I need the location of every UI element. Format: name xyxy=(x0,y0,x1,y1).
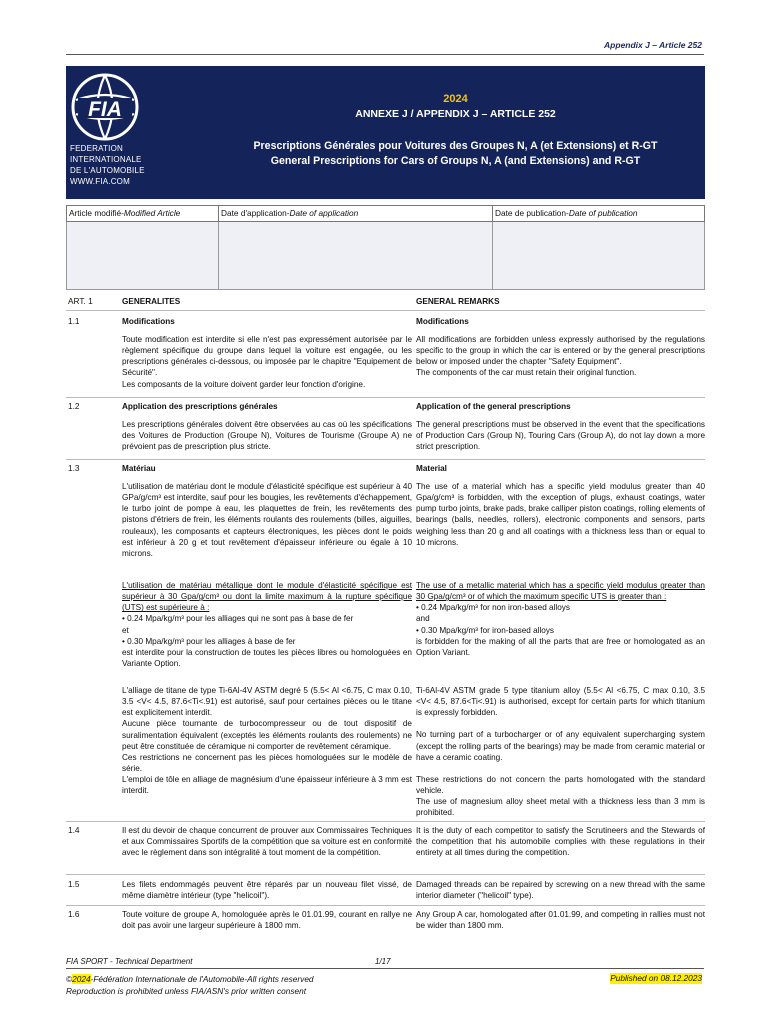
divider xyxy=(66,397,705,398)
section-number: 1.2 xyxy=(68,401,80,411)
divider xyxy=(66,310,705,311)
copyright-text: -Fédération Internationale de l'Automobile-All rights reserved xyxy=(90,974,314,984)
header-text: Date d'application xyxy=(221,208,287,218)
material-paragraph-en: The use of a material which has a specific yield modulus greater than 40 Gpa/g/cm³ is forbidden, with the exception of plugs, exhaust coatings, water pump turbo joints, brake pads, brake calliper piston coatings, rolling elements of bearings (balls, needles, rollers), electronic components and sensors, parts weighing less than 20 g and all coatings with a thickness less than or equal to 10 microns. xyxy=(416,482,705,547)
banner-year: 2024 xyxy=(443,93,468,105)
section-text-fr: Il est du devoir de chaque concurrent de prouver aux Commissaires Techniques et aux Commissaires Sportifs de la compétition que sa voiture est en conformité avec le règlement dans son intégralité à tout moment de la compétition. xyxy=(122,826,412,858)
paragraph: All modifications are forbidden unless expressly authorised by the regulations specific to the group in which the car is entered or by the general prescriptions below or imposed under the chapter "Safety Equipment". xyxy=(416,335,705,367)
section-number: 1.3 xyxy=(68,463,80,473)
section-heading-en: Material xyxy=(416,464,447,473)
copyright-year: 2024 xyxy=(72,974,91,984)
footer-rule xyxy=(66,968,704,969)
metallic-material-en xyxy=(416,580,705,658)
section-heading-fr: Application des prescriptions générales xyxy=(122,402,278,411)
svg-text:FIA: FIA xyxy=(88,98,122,121)
section-number: 1.5 xyxy=(68,879,80,889)
section-text-en: Any Group A car, homologated after 01.01.99, and competing in rallies must not be wider than 1800 mm. xyxy=(416,910,705,931)
page-number: 1/17 xyxy=(375,957,391,966)
paragraph: Toute modification est interdite si elle n'est pas expressément autorisée par le règlement spécifique du groupe dans lequel la voiture est engagée, ou les prescriptions générales ci-dessous, ou imposée par le chapitre "Equipement de Sécurité". xyxy=(122,335,412,378)
section-text-en: Damaged threads can be repaired by screwing on a new thread with the same interior diameter ("helicoil" type). xyxy=(416,880,705,901)
modification-table-row xyxy=(67,222,705,290)
document-reference: Appendix J – Article 252 xyxy=(604,40,702,50)
section-number: 1.4 xyxy=(68,825,80,835)
bullet-item: • 0.30 Mpa/kg/m³ pour les alliages à base de fer xyxy=(122,636,296,646)
paragraph: Ces restrictions ne concernent pas les pièces homologuées sur le modèle de série. xyxy=(122,752,412,774)
paragraph: These restrictions do not concern the parts homologated with the standard vehicle. xyxy=(416,774,705,796)
section-text-en: It is the duty of each competitor to satisfy the Scrutineers and the Stewards of the competition that his automobile complies with these regulations in their entirety at all times during the competition. xyxy=(416,826,705,858)
modification-table xyxy=(66,205,705,290)
divider xyxy=(66,459,705,460)
modification-table-header xyxy=(67,206,705,222)
copyright-symbol: © xyxy=(66,974,73,984)
federation-line: FEDERATION xyxy=(70,144,123,153)
paragraph: L'alliage de titane de type Ti-6Al-4V ASTM degré 5 (5.5< Al <6.75, C max 0.10, 3.5 <V< 4.5, 87.6<Ti<.91) est autorisé, sauf pour certaines pièces ou le titane est explicitement interdit. xyxy=(122,686,412,718)
banner-annex: ANNEXE J / APPENDIX J – ARTICLE 252 xyxy=(355,108,556,120)
header-text: Modified Article xyxy=(123,208,181,218)
section-text-fr: Toute voiture de groupe A, homologuée après le 01.01.99, courant en rallye ne doit pas avoir une largeur supérieure à 1800 mm. xyxy=(122,910,412,931)
section-text-fr: Les filets endommagés peuvent être réparés par un nouveau filet vissé, de même diamètre intérieur (type "helicoil"). xyxy=(122,880,412,901)
paragraph: Ti-6Al-4V ASTM grade 5 type titanium alloy (5.5< Al <6.75, C max 0.10, 3.5 <V< 4.5, 87.6<Ti<.91) is authorised, except for certain parts for which titanium is expressly forbidden. xyxy=(416,686,705,718)
paragraph: Aucune pièce tournante de turbocompresseur ou de tout dispositif de suralimentation équivalent (exceptés les éléments roulants des roulements) ne peut être constituée de céramique ni comporter de revêtement céramique. xyxy=(122,719,412,751)
titanium-fr xyxy=(122,685,412,797)
paragraph: and xyxy=(416,614,430,624)
section-text-en: The general prescriptions must be observed in the event that the specifications of Production Cars (Group N), Touring Cars (Group A), do not lay down a more strict prescription. xyxy=(416,420,705,452)
header-rule xyxy=(66,54,704,55)
section-number: 1.1 xyxy=(68,316,80,326)
fia-logo-icon xyxy=(70,72,140,146)
metallic-material-fr xyxy=(122,580,412,669)
federation-website: WWW.FIA.COM xyxy=(70,177,130,187)
header-text: Article modifié xyxy=(69,208,122,218)
federation-line: DE L'AUTOMOBILE xyxy=(70,166,145,176)
title-banner xyxy=(66,66,705,199)
paragraph: The components of the car must retain their original function. xyxy=(416,368,637,378)
section-heading-fr: Modifications xyxy=(122,317,175,326)
divider xyxy=(66,905,705,906)
paragraph: The use of a metallic material which has a specific yield modulus greater than 30 Gpa/g/cm³ or of which the maximum specific UTS is greater than : xyxy=(416,581,705,602)
header-text: Date de publication xyxy=(495,208,567,218)
section-heading-en: Modifications xyxy=(416,317,469,326)
application-date-header: Date d'application-Date of application xyxy=(219,206,493,222)
bullet-item: • 0.24 Mpa/kg/m³ for non iron-based alloys xyxy=(416,603,570,613)
paragraph: No turning part of a turbocharger or of any equivalent supercharging system (except the rolling parts of the bearings) may be made from ceramic material or have a ceramic coating. xyxy=(416,730,705,762)
modified-article-header: Article modifié-Modified Article xyxy=(67,206,219,222)
header-text: Date of publication xyxy=(568,208,638,218)
section-text-fr: Les prescriptions générales doivent être observées au cas où les spécifications des Voitures de Production (Groupe N), Voitures de Tourisme (Groupe A) ne prévoient pas de prescription plus stricte. xyxy=(122,420,412,452)
modified-article-cell xyxy=(67,222,219,290)
section-text-fr xyxy=(122,334,412,390)
paragraph: is forbidden for the making of all the parts that are free or homologated as an Option Variant. xyxy=(416,636,705,657)
paragraph: est interdite pour la construction de toutes les pièces libres ou homologuées en Variante Option. xyxy=(122,647,412,669)
section-heading-fr: Matériau xyxy=(122,464,156,473)
publication-date-header: Date de publication-Date of publication xyxy=(493,206,705,222)
banner-title-en: General Prescriptions for Cars of Groups N, A (and Extensions) and R-GT xyxy=(270,155,641,167)
paragraph: Les composants de la voiture doivent garder leur fonction d'origine. xyxy=(122,379,366,389)
reproduction-notice: Reproduction is prohibited unless FIA/ASN's prior written consent xyxy=(66,986,307,997)
section-number: 1.6 xyxy=(68,909,80,919)
footer-copyright xyxy=(66,973,314,997)
bullet-item: • 0.24 Mpa/kg/m³ pour les alliages qui ne sont pas à base de fer xyxy=(122,614,354,624)
federation-name xyxy=(70,143,145,187)
paragraph: L'utilisation de matériau métallique dont le module d'élasticité spécifique est supérieur à 30 Gpa/g/cm³ ou dont la limite maximum à la rupture spécifique (UTS) est supérieure à : xyxy=(122,581,412,613)
footer-department: FIA SPORT - Technical Department xyxy=(66,957,193,966)
article-title-en: GENERAL REMARKS xyxy=(416,297,500,306)
bullet-item: • 0.30 Mpa/kg/m³ for iron-based alloys xyxy=(416,625,555,635)
copyright-line xyxy=(66,973,314,985)
header-text: Date of application xyxy=(289,208,359,218)
banner-title-fr: Prescriptions Générales pour Voitures des Groupes N, A (et Extensions) et R-GT xyxy=(253,140,658,152)
article-number: ART. 1 xyxy=(68,296,93,306)
paragraph: The use of magnesium alloy sheet metal with a thickness less than 3 mm is prohibited. xyxy=(416,797,705,818)
section-heading-en: Application of the general prescriptions xyxy=(416,402,571,411)
section-text-en xyxy=(416,334,705,379)
federation-line: INTERNATIONALE xyxy=(70,155,142,165)
divider xyxy=(66,821,705,822)
article-title-fr: GENERALITES xyxy=(122,297,181,306)
material-paragraph-fr: L'utilisation de matériau dont le module d'élasticité spécifique est supérieur à 40 GPa/g/cm³ est interdite, sauf pour les bougies, les revêtements d'échappement, le turbo joint de pompe à eau, les plaquettes de frein, les revêtements des pistons d'étriers de frein, les éléments roulants des roulements (billes, aiguilles, rouleaux), les composants et capteurs électroniques, les pièces dont le poids est inférieur à 20 g et tout revêtement d'épaisseur inférieure ou égale à 10 microns. xyxy=(122,482,412,558)
paragraph: et xyxy=(122,625,129,635)
publication-date: Published on 08.12.2023 xyxy=(610,973,702,983)
paragraph: L'emploi de tôle en alliage de magnésium d'une épaisseur inférieure à 3 mm est interdit. xyxy=(122,775,412,796)
publication-date-cell xyxy=(493,222,705,290)
titanium-en xyxy=(416,685,705,819)
application-date-cell xyxy=(219,222,493,290)
divider xyxy=(66,874,705,875)
